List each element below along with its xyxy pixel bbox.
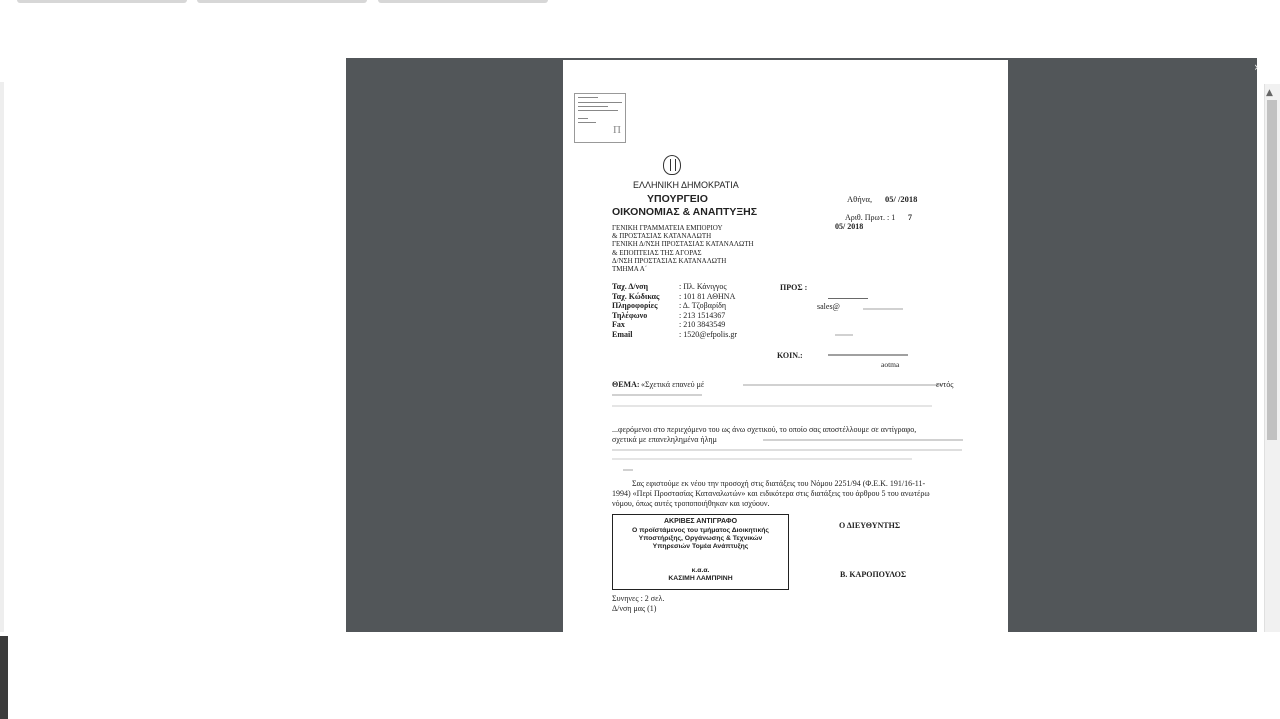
our-department: Δ/νση μας (1) — [612, 604, 657, 613]
pdf-page — [563, 60, 1008, 632]
department-line: ΤΜΗΜΑ Α΄ — [612, 265, 648, 274]
contact-value: : Δ. Τζοβαρίδη — [679, 301, 727, 311]
copy-line: ΚΑΣΙΜΗ ΛΑΜΠΡΙΝΗ — [668, 575, 733, 582]
subject-tail: εντός — [936, 380, 954, 389]
body-paragraph2-line2: 1994) «Περί Προστασίας Καταναλωτών» και ειδικότερα στις διατάξεις του άρθρου 5 του ανωτέρω — [612, 489, 930, 498]
director-name: Β. ΚΑΡΟΠΟΥΛΟΣ — [840, 570, 907, 579]
chevron-right-icon[interactable]: › — [1254, 60, 1259, 74]
ministry-line1: ΥΠΟΥΡΓΕΙΟ — [647, 193, 708, 205]
browser-toolbar — [0, 0, 1280, 27]
copy-line: ΑΚΡΙΒΕΣ ΑΝΤΙΓΡΑΦΟ — [663, 518, 738, 525]
body-paragraph2-line1: Σας εφιστούμε εκ νέου την προσοχή στις διατάξεις του Νόμου 2251/94 (Φ.Ε.Κ. 191/16-11- — [632, 479, 926, 488]
subject-text: «Σχετικά επανεύ μέ — [641, 380, 705, 389]
body-paragraph2-line3: νόμου, όπως αυτές τροποποιήθηκαν και ισχύουν. — [612, 499, 770, 508]
browser-tab[interactable] — [378, 0, 548, 3]
browser-tab[interactable] — [17, 0, 187, 3]
contact-label: Email — [612, 329, 633, 339]
contact-label: Fax — [612, 320, 625, 330]
department-line: & ΠΡΟΣΤΑΣΙΑΣ ΚΑΤΑΝΑΛΩΤΗ — [612, 232, 712, 241]
contact-label: Ταχ. Δ/νση — [612, 282, 649, 291]
protocol-value: 7 — [908, 213, 912, 222]
department-line: & ΕΠΟΠΤΕΙΑΣ ΤΗΣ ΑΓΟΡΑΣ — [612, 248, 702, 257]
contact-value: : 210 3843549 — [679, 320, 726, 330]
director-title: Ο ΔΙΕΥΘΥΝΤΗΣ — [839, 521, 901, 530]
greek-emblem-icon — [663, 155, 681, 175]
contact-value: : 101 81 ΑΘΗΝΑ — [679, 291, 736, 301]
certified-copy-box — [612, 514, 789, 590]
contact-value: : Πλ. Κάνιγγος — [679, 282, 727, 291]
body-paragraph1-line2: σχετικά με επανεληλημένα ήλημ — [612, 435, 717, 444]
contact-label: Πληροφορίες — [612, 301, 658, 311]
department-line: ΓΕΝΙΚΗ ΓΡΑΜΜΑΤΕΙΑ ΕΜΠΟΡΙΟΥ — [612, 224, 723, 232]
departments — [612, 224, 754, 273]
protocol-date: 05/ 2018 — [835, 222, 864, 231]
protocol-stamp: Π — [574, 93, 626, 143]
attachments: Συνηνες : 2 σελ. — [612, 594, 665, 603]
country-name: ΕΛΛΗΝΙΚΗ ΔΗΜΟΚΡΑΤΙΑ — [633, 180, 739, 190]
contact-value: : 213 1514367 — [679, 310, 726, 320]
date-label: Αθήνα, — [847, 194, 873, 204]
pdf-viewer[interactable] — [346, 58, 1257, 632]
contact-block — [612, 282, 737, 340]
footer-area — [0, 632, 1280, 719]
protocol-label: Αριθ. Πρωτ. : 1 — [845, 213, 896, 222]
copy-line: Υποστήριξης, Οργάνωσης & Τεχνικών — [638, 535, 763, 542]
contact-label: Τηλέφωνο — [612, 310, 648, 320]
left-edge — [0, 82, 4, 636]
contact-value: : 1520@efpolis.gr — [679, 329, 738, 339]
left-panel-edge — [0, 636, 8, 719]
recipient-label: ΠΡΟΣ : — [780, 283, 808, 292]
department-line: ΓΕΝΙΚΗ Δ/ΝΣΗ ΠΡΟΣΤΑΣΙΑΣ ΚΑΤΑΝΑΛΩΤΗ — [612, 240, 754, 249]
subject-label: ΘΕΜΑ: — [612, 380, 640, 389]
copy-line: Υπηρεσιών Τομέα Ανάπτυξης — [652, 543, 749, 550]
contact-label: Ταχ. Κώδικας — [612, 291, 660, 301]
copy-line: Ο προϊστάμενος του τμήματος Διοικητικής — [632, 527, 769, 534]
date-value: 05/ /2018 — [885, 194, 918, 204]
cc-label: ΚΟΙΝ.: — [777, 351, 803, 360]
browser-tab[interactable] — [197, 0, 367, 3]
scrollbar-thumb[interactable] — [1267, 100, 1277, 440]
ministry-line2: ΟΙΚΟΝΟΜΙΑΣ & ΑΝΑΠΤΥΞΗΣ — [612, 206, 758, 218]
department-line: Δ/ΝΣΗ ΠΡΟΣΤΑΣΙΑΣ ΚΑΤΑΝΑΛΩΤΗ — [612, 256, 727, 265]
copy-line: κ.α.α. — [691, 567, 710, 574]
body-paragraph1-line1: ...φερόμενοι στο περιεχόμενο του ως άνω σχετικού, το οποίο σας αποστέλλουμε σε αντίγραφο, — [612, 425, 917, 434]
scroll-up-arrow-icon[interactable]: ▲ — [1266, 88, 1273, 98]
recipient-email: sales@ — [817, 302, 840, 311]
cc-text: aotma — [881, 360, 900, 369]
